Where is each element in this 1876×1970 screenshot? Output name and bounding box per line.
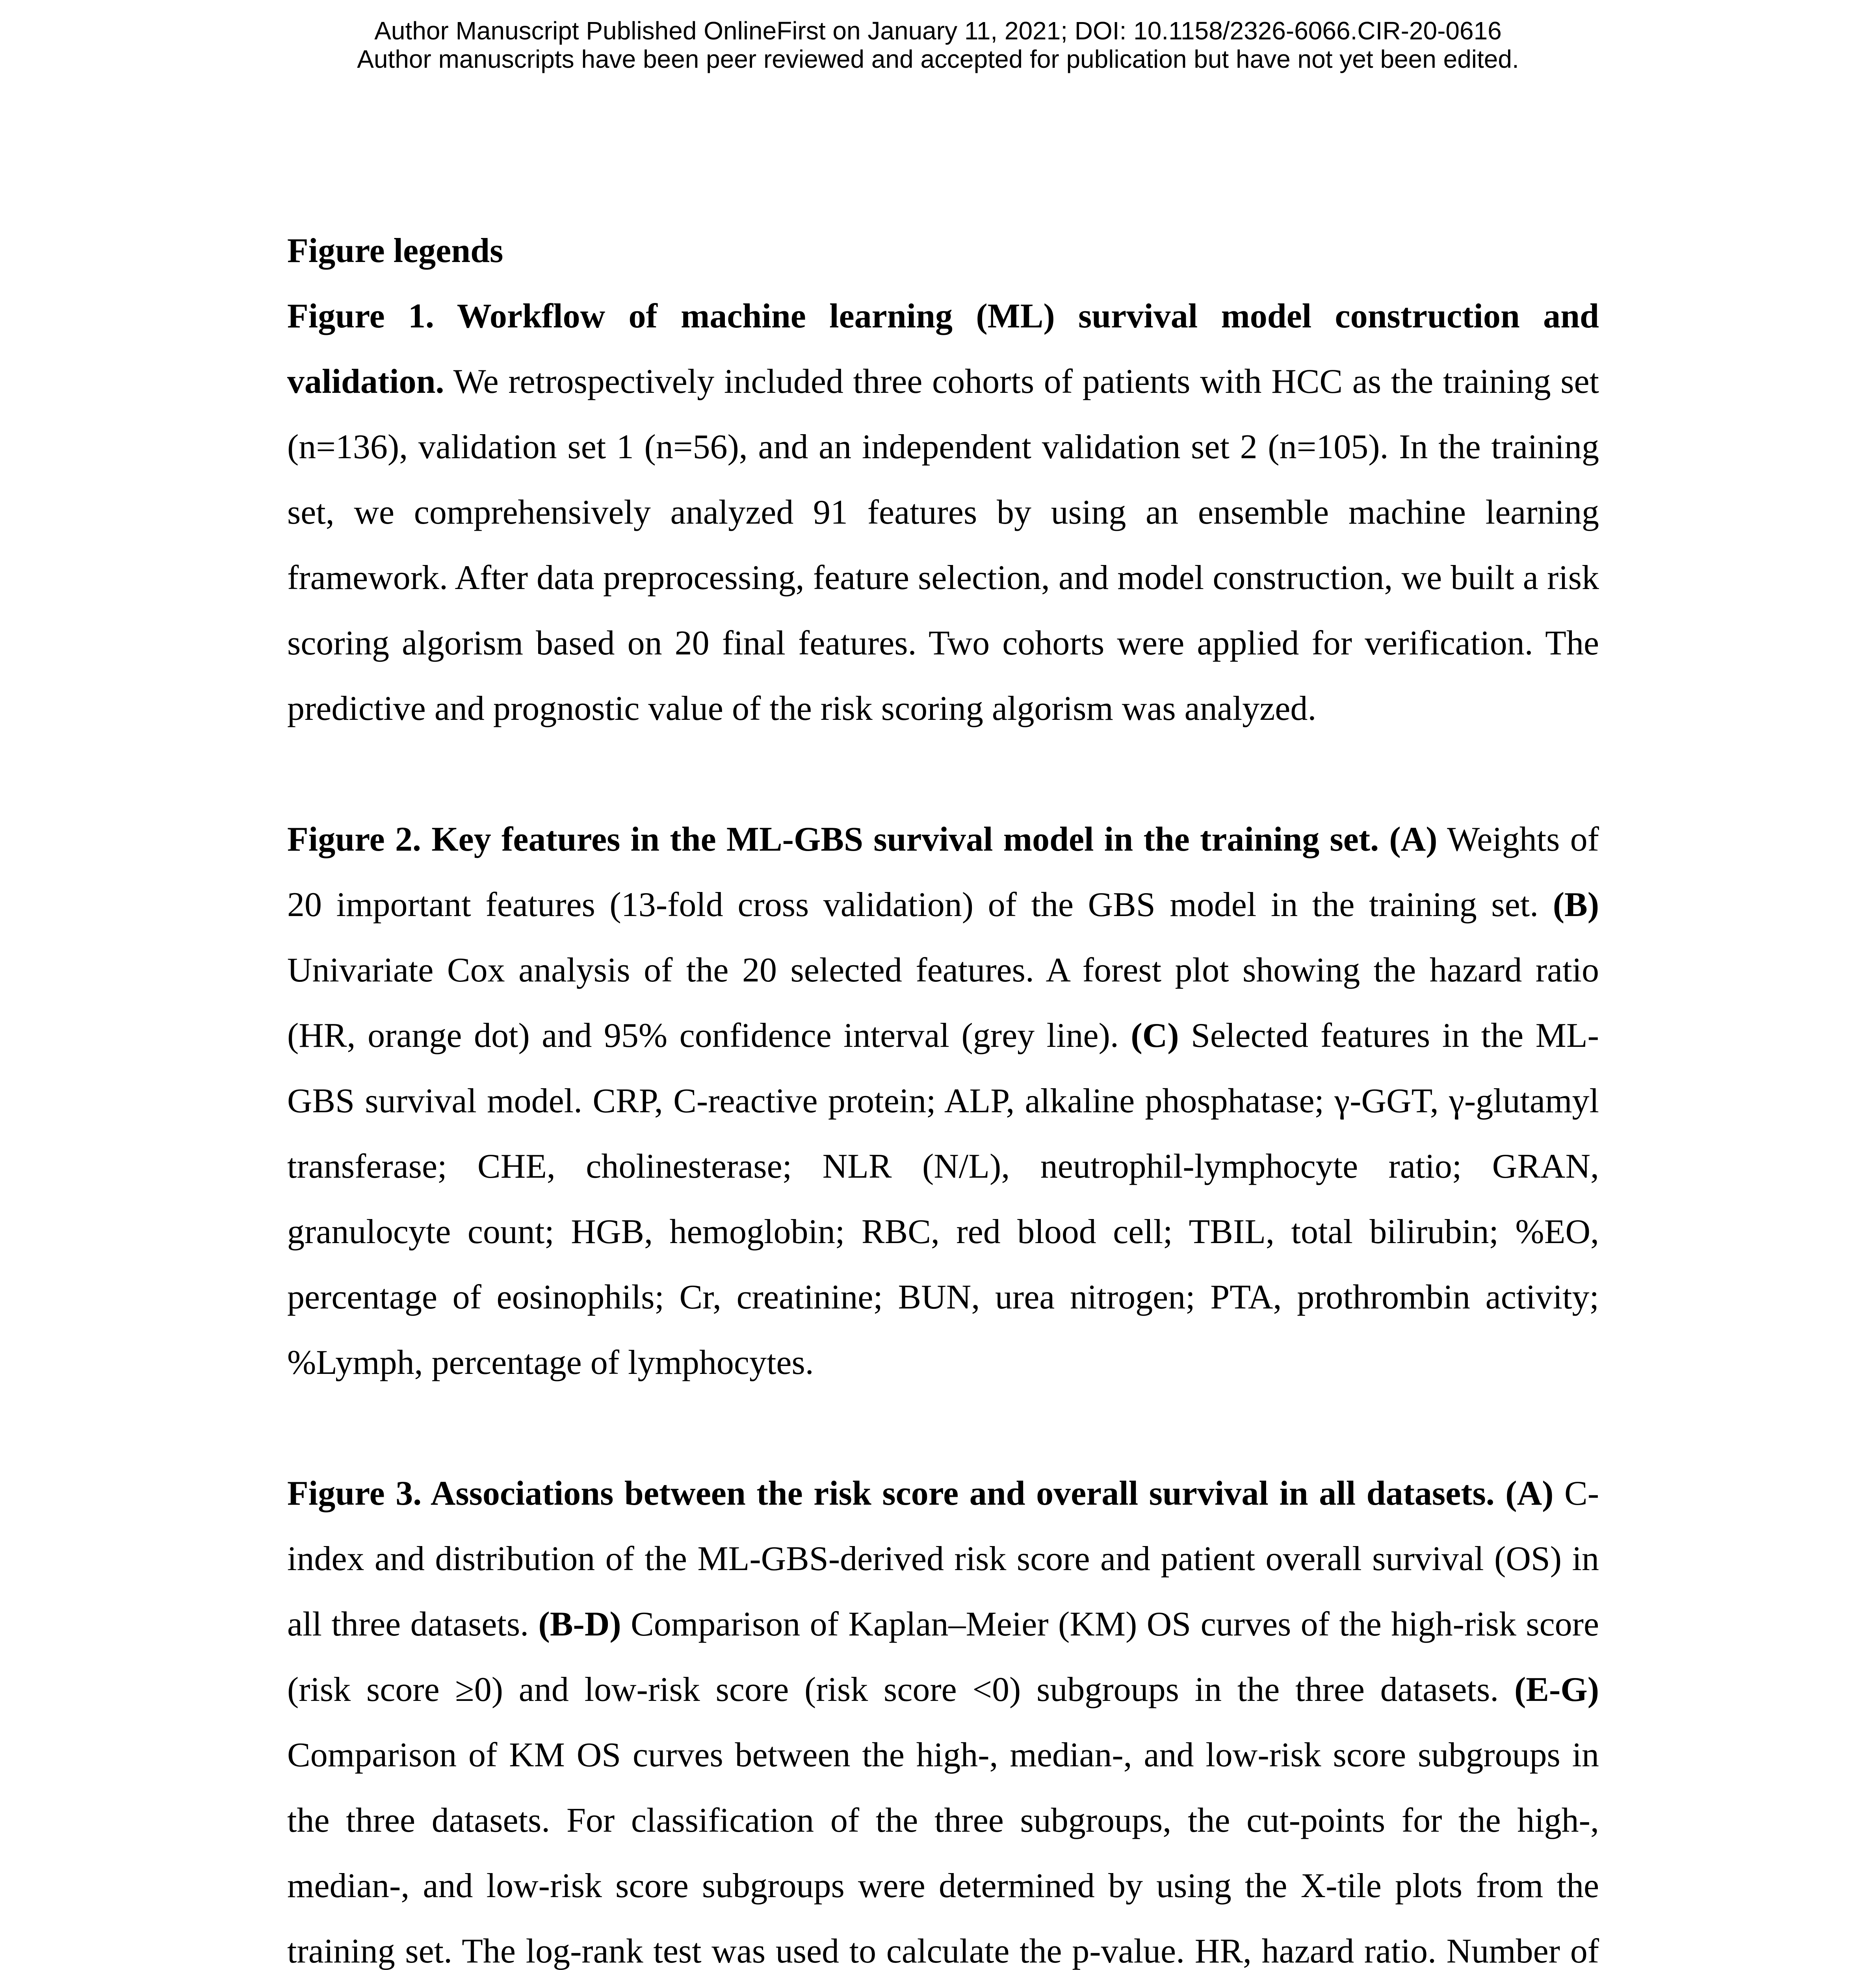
manuscript-notice: Author Manuscript Published OnlineFirst on January 11, 2021; DOI: 10.1158/2326-6066.CIR-20-0616 bbox=[374, 17, 1502, 45]
figure-2-panel-c-text: Selected features in the ML-GBS survival model. CRP, C-reactive protein; ALP, alkaline phosphatase; γ-GGT, γ-glutamyl transferase; CHE, cholinesterase; NLR (N/L), neutrophil-lymphocyte ratio; GRAN, granulocyte count; HGB, hemoglobin; RBC, red blood cell; TBIL, total bilirubin; %EO, percentage of eosinophils; Cr, creatinine; BUN, urea nitrogen; PTA, prothrombin activity; %Lymph, percentage of lymphocytes. bbox=[287, 1017, 1599, 1382]
figure-3-panel-a-text: C-index and distribution of the ML-GBS-derived risk score and patient overall survival (OS) in all three datasets. bbox=[287, 1474, 1599, 1643]
figure-3-panel-bd-label: (B-D) bbox=[538, 1605, 621, 1643]
figure-1-title: Figure 1. Workflow of machine learning (ML) survival model construction and validation. bbox=[287, 297, 1599, 401]
figure-2-panel-b-label: (B) bbox=[1553, 886, 1599, 924]
figure-1-body: We retrospectively included three cohorts of patients with HCC as the training set (n=136), validation set 1 (n=56), and an independent validation set 2 (n=105). In the training set, we comprehensively analyzed 91 features by using an ensemble machine learning framework. After data preprocessing, feature selection, and model construction, we built a risk scoring algorism based on 20 final features. Two cohorts were applied for verification. The predictive and prognostic value of the risk scoring algorism was analyzed. bbox=[287, 362, 1599, 728]
figure-legends-section bbox=[287, 218, 1599, 1970]
figure-3-panel-bd-text: Comparison of Kaplan–Meier (KM) OS curves of the high-risk score (risk score ≥0) and low-risk score (risk score <0) subgroups in the three datasets. bbox=[287, 1605, 1599, 1709]
figure-2-panel-a-label: (A) bbox=[1379, 820, 1438, 859]
figure-3-panel-a-label: (A) bbox=[1494, 1474, 1554, 1513]
figure-2-panel-c-label: (C) bbox=[1131, 1017, 1179, 1055]
figure-3-legend bbox=[287, 1461, 1599, 1970]
figure-2-title: Figure 2. Key features in the ML-GBS survival model in the training set. bbox=[287, 820, 1379, 859]
paragraph-gap bbox=[287, 1396, 1599, 1461]
figure-2-panel-a-text: Weights of 20 important features (13-fold cross validation) of the GBS model in the training set. bbox=[287, 820, 1599, 924]
review-notice: Author manuscripts have been peer reviewed and accepted for publication but have not yet been edited. bbox=[357, 45, 1519, 73]
section-title: Figure legends bbox=[287, 232, 503, 270]
figure-3-panel-eg-text: Comparison of KM OS curves between the high-, median-, and low-risk score subgroups in the three datasets. For classification of the three subgroups, the cut-points for the high-, median-, and low-risk score subgroups were determined by using the X-tile plots from the training set. The log-rank test was used to calculate the p-value. HR, hazard ratio. Number of bbox=[287, 1736, 1599, 1970]
figure-3-title: Figure 3. Associations between the risk score and overall survival in all datasets. bbox=[287, 1474, 1495, 1513]
paragraph-gap bbox=[287, 742, 1599, 807]
figure-2-legend bbox=[287, 807, 1599, 1396]
figure-3-panel-eg-label: (E-G) bbox=[1514, 1671, 1599, 1709]
figure-1-legend bbox=[287, 284, 1599, 742]
figure-2-panel-b-text: Univariate Cox analysis of the 20 selected features. A forest plot showing the hazard ratio (HR, orange dot) and 95% confidence interval (grey line). bbox=[287, 951, 1599, 1055]
